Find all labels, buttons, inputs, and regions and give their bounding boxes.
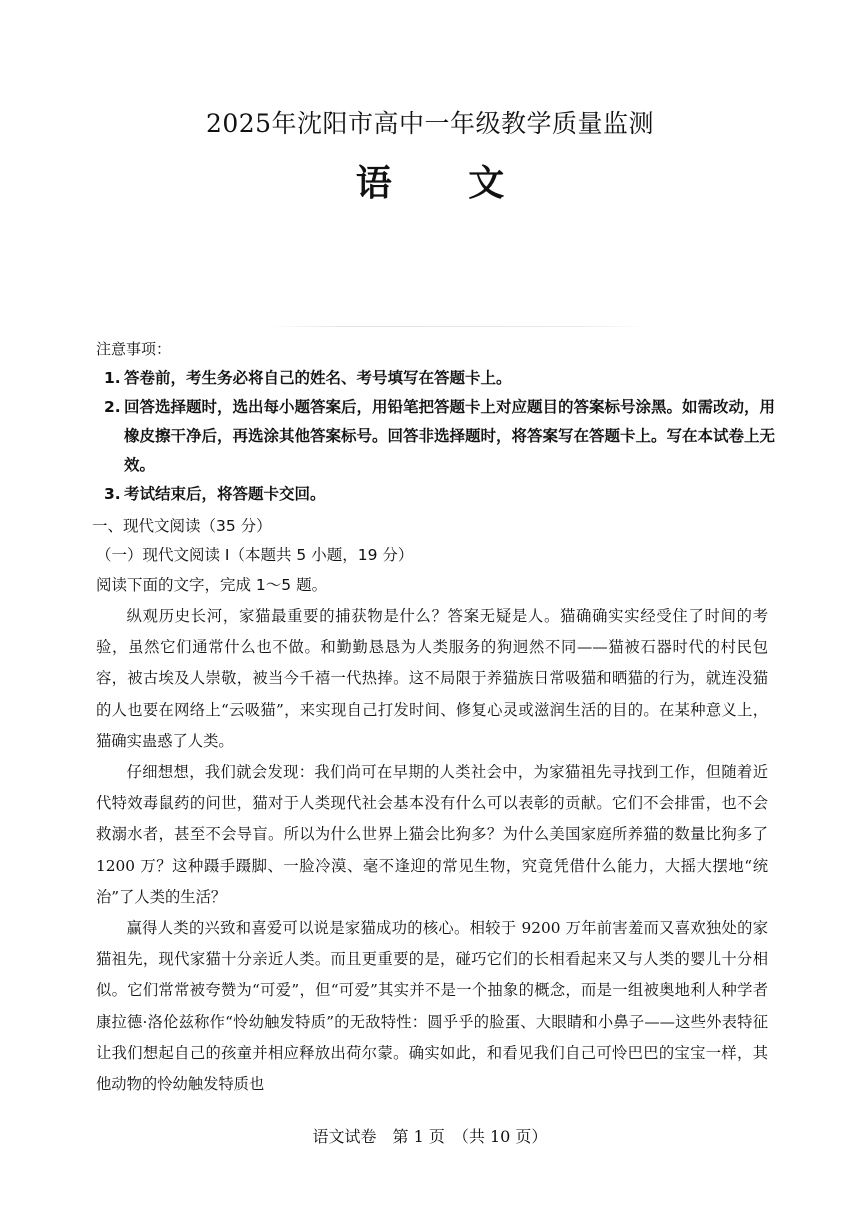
passage-paragraph: 仔细想想，我们就会发现：我们尚可在早期的人类社会中，为家猫祖先寻找到工作，但随着近代特效毒鼠药的问世，猫对于人类现代社会基本没有什么可以表彰的贡献。它们不会排雷，也不会救溺水者，甚至不会导盲。所以为什么世界上猫会比狗多？为什么美国家庭所养猫的数量比狗多了 1200 万？这种蹑手蹑脚、一脸冷漠、毫不逢迎的常见生物，究竟凭借什么能力，大摇大摆地“统治”了人类的生活？ [96,763,768,906]
page-footer: 语文试卷 第 1 页 （共 10 页） [312,1127,548,1146]
subsection-heading: （一）现代文阅读 I（本题共 5 小题，19 分） [96,546,414,564]
passage-paragraph: 赢得人类的兴致和喜爱可以说是家猫成功的核心。相较于 9200 万年前害羞而又喜欢独处的家猫祖先，现代家猫十分亲近人类。而且更重要的是，碰巧它们的长相看起来又与人类的婴儿十分相似。它们常常被夸赞为“可爱”，但“可爱”其实并不是一个抽象的概念，而是一组被奥地利人种学者康拉德·洛伦兹称作“怜幼触发特质”的无敌特性：圆乎乎的脸蛋、大眼睛和小鼻子——这些外表特征让我们想起自己的孩童并相应释放出荷尔蒙。确实如此，和看见我们自己可怜巴巴的宝宝一样，其他动物的怜幼触发特质也 [96,919,768,1094]
notice-number: 2. [104,398,121,416]
exam-title: 2025年沈阳市高中一年级教学质量监测 [205,109,655,138]
notice-heading: 注意事项： [96,340,172,358]
notice-item [96,480,776,509]
section-heading: 一、现代文阅读（35 分） [92,517,272,535]
notice-text: 回答选择题时，选出每小题答案后，用铅笔把答题卡上对应题目的答案标号涂黑。如需改动，用橡皮擦干净后，再选涂其他答案标号。回答非选择题时，将答案写在答题卡上。写在本试卷上无效。 [124,398,776,474]
notice-text: 考试结束后，将答题卡交回。 [124,485,326,503]
notice-item [96,393,776,480]
reading-passage [96,601,768,1100]
notice-list [96,364,776,509]
notice-text: 答卷前，考生务必将自己的姓名、考号填写在答题卡上。 [124,369,512,387]
notice-number: 1. [104,369,121,387]
notice-number: 3. [104,485,121,503]
notice-item [96,364,776,393]
passage-paragraph: 纵观历史长河，家猫最重要的捕获物是什么？答案无疑是人。猫确确实实经受住了时间的考验，虽然它们通常什么也不做。和勤勤恳恳为人类服务的狗迥然不同——猫被石器时代的村民包容，被古埃及人崇敬，被当今千禧一代热捧。这不局限于养猫族日常吸猫和晒猫的行为，就连没猫的人也要在网络上“云吸猫”，来实现自己打发时间、修复心灵或滋润生活的目的。在某种意义上，猫确实蛊惑了人类。 [96,607,768,750]
reading-instruction: 阅读下面的文字，完成 1～5 题。 [96,576,328,594]
divider [268,326,648,327]
subject-title: 语 文 [355,163,537,204]
